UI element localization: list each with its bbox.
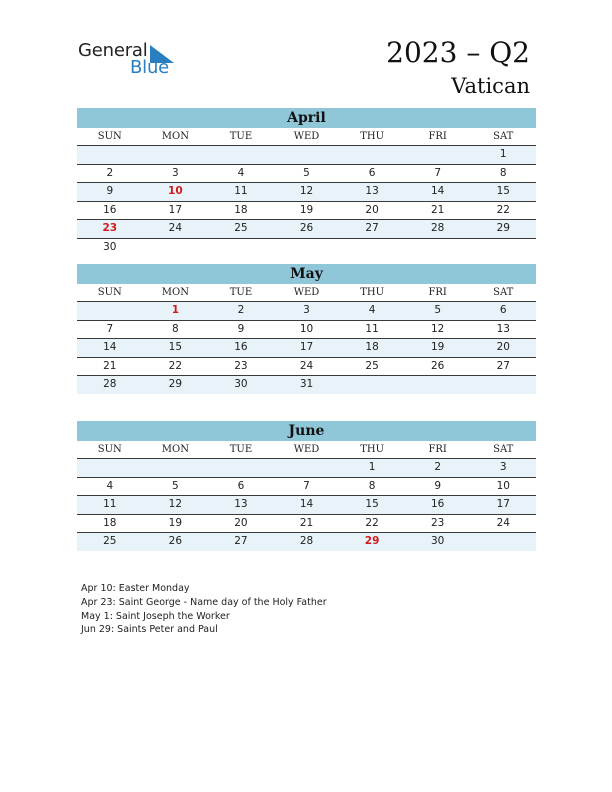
day-cell: 1 xyxy=(499,148,507,160)
day-cell: 9 xyxy=(237,322,245,335)
day-cell: 14 xyxy=(430,185,445,197)
month-may xyxy=(77,264,536,394)
day-cell: 21 xyxy=(103,359,117,372)
day-cell: 20 xyxy=(496,341,510,353)
day-cell: 19 xyxy=(299,203,314,216)
weekday-label: MON xyxy=(161,444,189,455)
day-cell: 1 xyxy=(368,461,376,473)
logo-word-general: General xyxy=(78,40,148,61)
holiday-note: Apr 23: Saint George - Name day of the Holy Father xyxy=(81,596,327,608)
week-row xyxy=(77,183,536,202)
day-cell: 24 xyxy=(496,516,510,529)
day-cell: 12 xyxy=(299,185,314,197)
day-cell: 3 xyxy=(499,461,507,473)
weekday-label: FRI xyxy=(428,131,447,142)
day-cell: 16 xyxy=(430,498,445,510)
day-cell: 23 xyxy=(430,516,445,529)
day-cell: 6 xyxy=(499,304,507,316)
day-cell: 22 xyxy=(365,516,379,529)
day-cell: 19 xyxy=(430,341,445,353)
holiday-day-cell: 10 xyxy=(168,185,183,197)
day-cell: 25 xyxy=(365,359,379,372)
day-cell: 18 xyxy=(234,203,248,216)
weekday-label: THU xyxy=(360,444,385,455)
day-cell: 5 xyxy=(434,304,442,316)
day-cell: 21 xyxy=(430,203,445,216)
day-cell xyxy=(143,239,209,257)
month-april xyxy=(77,108,536,256)
holiday-notes xyxy=(81,582,327,637)
day-cell: 18 xyxy=(365,341,379,353)
week-row xyxy=(77,515,536,534)
day-cell xyxy=(274,146,340,164)
day-cell: 28 xyxy=(430,222,445,234)
weekday-label: SUN xyxy=(97,131,122,142)
day-cell xyxy=(470,239,536,257)
weekday-label: MON xyxy=(161,131,189,142)
day-cell: 17 xyxy=(168,203,183,216)
weekday-label: MON xyxy=(161,287,189,298)
day-cell: 19 xyxy=(168,516,183,529)
day-cell: 11 xyxy=(234,185,248,197)
day-cell: 6 xyxy=(368,166,376,179)
day-cell: 24 xyxy=(168,222,183,234)
day-cell xyxy=(143,459,209,477)
day-cell xyxy=(77,146,143,164)
weekday-label: WED xyxy=(293,287,320,298)
week-row xyxy=(77,358,536,377)
day-cell: 8 xyxy=(172,322,179,335)
day-cell xyxy=(405,239,471,257)
day-cell: 13 xyxy=(365,185,379,197)
day-cell xyxy=(208,459,274,477)
day-cell: 13 xyxy=(234,498,248,510)
day-cell xyxy=(339,146,405,164)
day-cell: 11 xyxy=(365,322,379,335)
week-row xyxy=(77,339,536,358)
day-cell xyxy=(470,376,536,394)
day-cell: 16 xyxy=(234,341,248,353)
day-cell: 16 xyxy=(103,203,117,216)
day-cell: 5 xyxy=(172,479,179,492)
day-cell: 29 xyxy=(168,378,183,390)
week-row xyxy=(77,459,536,478)
weekday-label: SUN xyxy=(97,444,122,455)
month-title: April xyxy=(77,108,536,128)
weekday-label: WED xyxy=(293,444,320,455)
day-cell: 20 xyxy=(234,516,248,529)
weekday-label: FRI xyxy=(428,287,447,298)
day-cell: 4 xyxy=(368,304,376,316)
holiday-day-cell: 1 xyxy=(171,304,180,316)
day-cell: 22 xyxy=(168,359,183,372)
week-row xyxy=(77,220,536,239)
day-cell: 28 xyxy=(299,535,314,547)
weekday-label: SAT xyxy=(493,287,514,298)
holiday-day-cell: 29 xyxy=(364,535,380,547)
day-cell xyxy=(274,459,340,477)
page-title xyxy=(386,36,530,100)
day-cell xyxy=(208,239,274,257)
day-cell: 7 xyxy=(434,166,442,179)
day-cell: 20 xyxy=(365,203,379,216)
day-cell: 6 xyxy=(237,479,245,492)
weekday-header-row xyxy=(77,441,536,459)
holiday-note: Apr 10: Easter Monday xyxy=(81,583,190,594)
day-cell: 30 xyxy=(103,240,117,253)
week-row xyxy=(77,478,536,497)
day-cell: 17 xyxy=(496,498,510,510)
day-cell: 10 xyxy=(299,322,314,335)
day-cell: 25 xyxy=(103,535,117,547)
day-cell: 5 xyxy=(303,166,310,179)
day-cell xyxy=(274,239,340,257)
day-cell: 2 xyxy=(106,166,114,179)
day-cell: 29 xyxy=(496,222,510,234)
holiday-day-cell: 23 xyxy=(102,222,118,234)
weekday-label: FRI xyxy=(428,444,447,455)
week-row xyxy=(77,533,536,551)
day-cell: 2 xyxy=(237,304,245,316)
week-row xyxy=(77,146,536,165)
day-cell: 14 xyxy=(103,341,117,353)
week-row xyxy=(77,321,536,340)
day-cell: 2 xyxy=(434,461,442,473)
day-cell xyxy=(143,146,209,164)
weekday-label: SAT xyxy=(493,444,514,455)
week-row xyxy=(77,376,536,394)
day-cell: 28 xyxy=(103,378,117,390)
day-cell: 9 xyxy=(106,185,114,197)
month-title: May xyxy=(77,264,536,284)
weekday-label: THU xyxy=(360,287,385,298)
day-cell: 31 xyxy=(299,378,314,390)
month-june xyxy=(77,421,536,551)
day-cell: 26 xyxy=(430,359,445,372)
logo-word-blue: Blue xyxy=(130,57,170,78)
week-row xyxy=(77,302,536,321)
day-cell: 7 xyxy=(106,322,114,335)
day-cell xyxy=(405,376,471,394)
holiday-note: Jun 29: Saints Peter and Paul xyxy=(81,624,218,636)
day-cell: 23 xyxy=(234,359,248,372)
day-cell xyxy=(405,146,471,164)
day-cell: 30 xyxy=(234,378,248,390)
period-title: 2023 – Q2 xyxy=(386,36,530,69)
day-cell: 17 xyxy=(299,341,314,353)
week-row xyxy=(77,239,536,257)
week-row xyxy=(77,496,536,515)
day-cell: 10 xyxy=(496,479,510,492)
weekday-label: THU xyxy=(360,131,385,142)
country-title: Vatican xyxy=(451,74,530,98)
weekday-header-row xyxy=(77,284,536,302)
day-cell: 4 xyxy=(106,479,114,492)
week-row xyxy=(77,202,536,221)
weekday-label: SUN xyxy=(97,287,122,298)
week-row xyxy=(77,165,536,184)
day-cell: 3 xyxy=(172,166,179,179)
day-cell: 4 xyxy=(237,166,245,179)
day-cell: 27 xyxy=(234,535,248,547)
weekday-label: WED xyxy=(293,131,320,142)
day-cell: 25 xyxy=(234,222,248,234)
day-cell: 27 xyxy=(496,359,510,372)
day-cell: 15 xyxy=(365,498,379,510)
day-cell: 9 xyxy=(434,479,442,492)
day-cell: 15 xyxy=(168,341,183,353)
month-title: June xyxy=(77,421,536,441)
day-cell xyxy=(339,239,405,257)
weekday-label: TUE xyxy=(229,444,253,455)
day-cell xyxy=(208,146,274,164)
day-cell: 3 xyxy=(303,304,310,316)
day-cell: 21 xyxy=(299,516,314,529)
day-cell: 24 xyxy=(299,359,314,372)
day-cell: 11 xyxy=(103,498,117,510)
weekday-header-row xyxy=(77,128,536,146)
day-cell: 12 xyxy=(430,322,445,335)
day-cell: 26 xyxy=(299,222,314,234)
day-cell: 27 xyxy=(365,222,379,234)
day-cell: 7 xyxy=(303,479,310,492)
day-cell: 15 xyxy=(496,185,510,197)
day-cell: 30 xyxy=(430,535,445,547)
day-cell xyxy=(339,376,405,394)
day-cell: 14 xyxy=(299,498,314,510)
weekday-label: TUE xyxy=(229,131,253,142)
day-cell xyxy=(470,533,536,551)
day-cell: 8 xyxy=(368,479,376,492)
day-cell: 26 xyxy=(168,535,183,547)
generalblue-logo xyxy=(78,40,178,80)
holiday-note: May 1: Saint Joseph the Worker xyxy=(81,610,230,622)
day-cell: 8 xyxy=(499,166,507,179)
day-cell: 22 xyxy=(496,203,510,216)
weekday-label: SAT xyxy=(493,131,514,142)
day-cell: 13 xyxy=(496,322,510,335)
day-cell: 12 xyxy=(168,498,183,510)
day-cell xyxy=(77,302,143,320)
weekday-label: TUE xyxy=(229,287,253,298)
day-cell: 18 xyxy=(103,516,117,529)
day-cell xyxy=(77,459,143,477)
